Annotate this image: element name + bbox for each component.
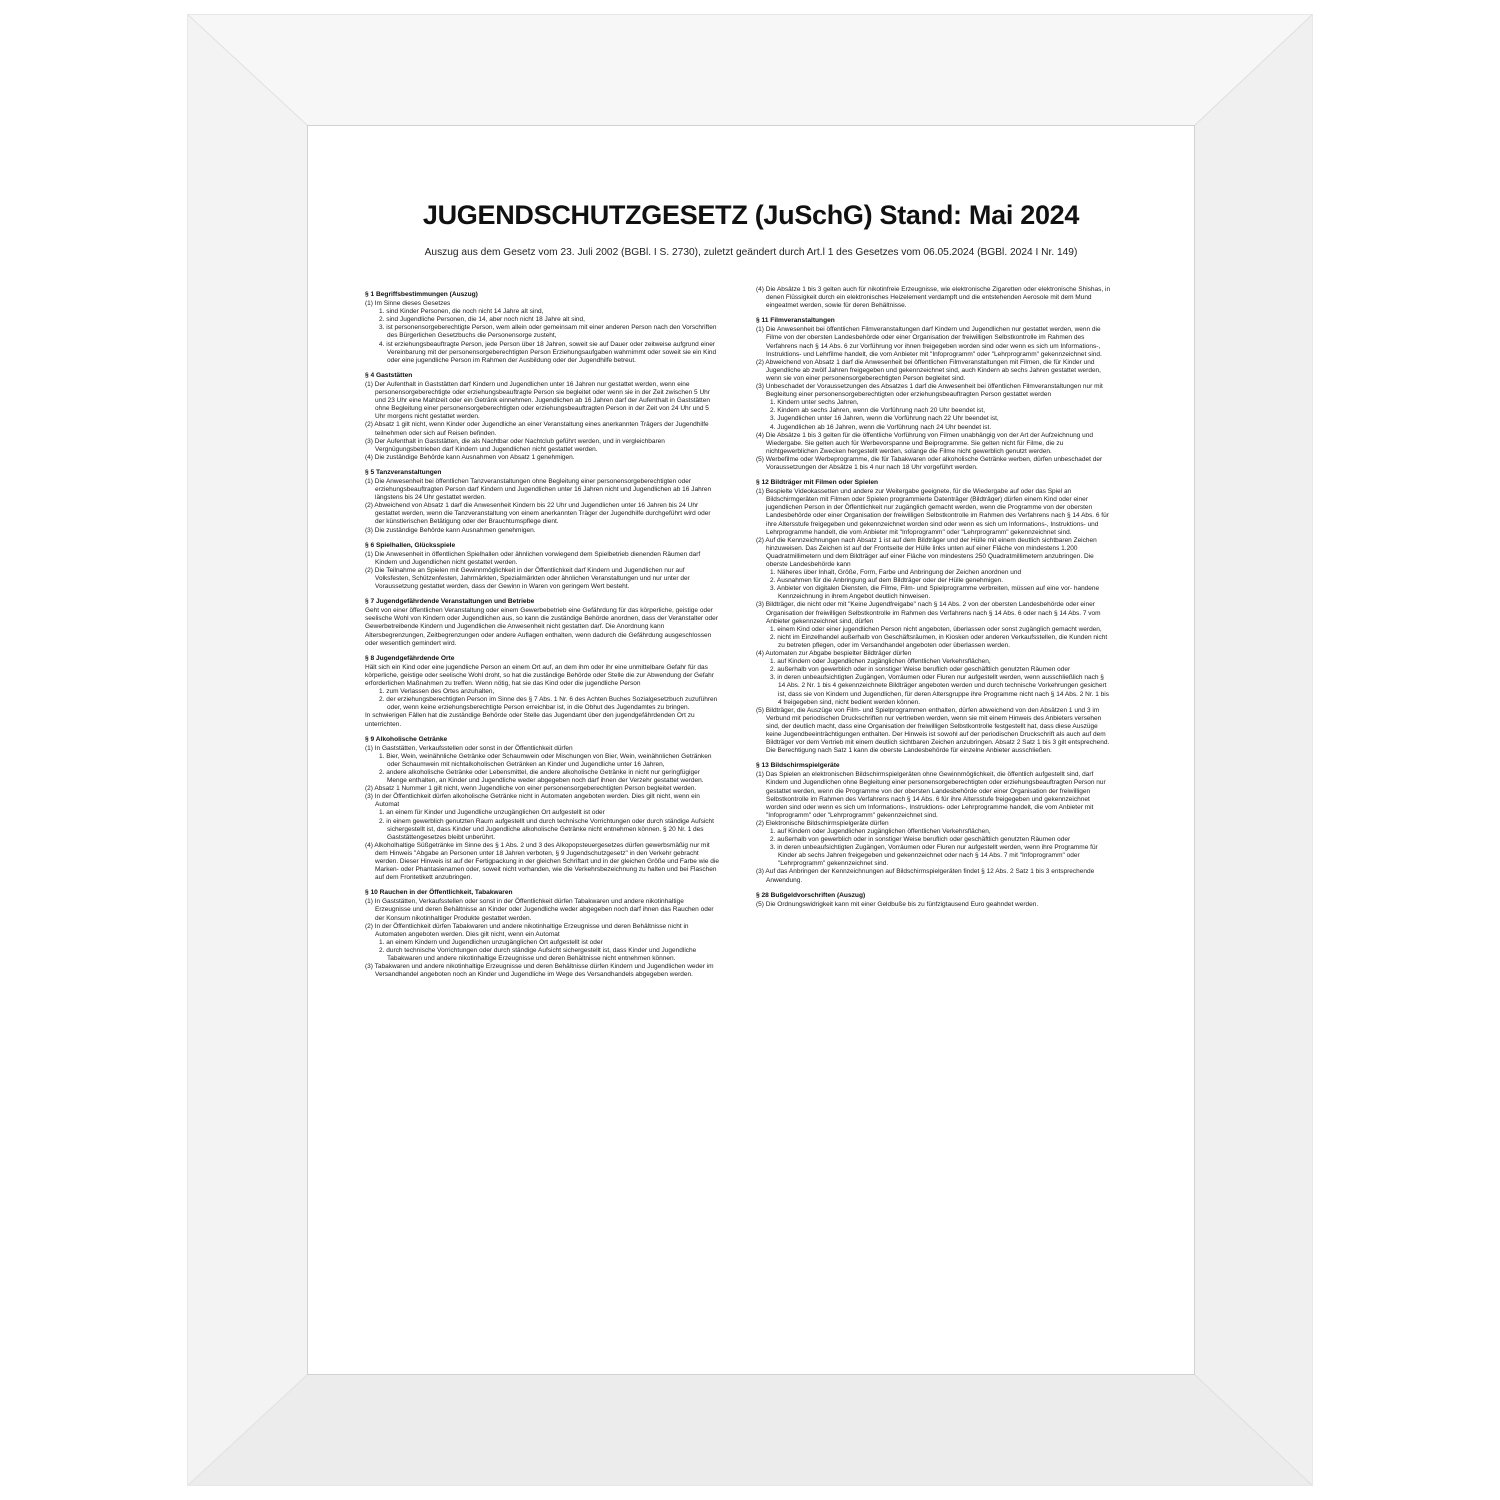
section-heading: § 13 Bildschirmspielgeräte [756, 762, 840, 770]
document-title: JUGENDSCHUTZGESETZ (JuSchG) Stand: Mai 2024 [422, 200, 1080, 230]
section-paragraph: (1) Die Anwesenheit bei öffentlichen Tanzveranstaltungen ohne Begleitung einer personensorgeberechtigten oder erziehungsbeauftragten Person darf Kindern und Jugendlichen unter 16 Jahren nicht und Jugendlichen ab 16 Jahren längstens bis 24 Uhr gestattet werden. [365, 477, 712, 502]
section-paragraph: (3) Der Aufenthalt in Gaststätten, die als Nachtbar oder Nachtclub geführt werden, und in vergleichbaren Vergnügungsbetrieben darf Kindern und Jugendlichen nicht gestattet werden. [365, 437, 665, 453]
section-paragraph: 2. außerhalb von gewerblich oder in sonstiger Weise beruflich oder geschäftlich genutzten Räumen oder [770, 666, 1071, 674]
section-paragraph: (1) Das Spielen an elektronischen Bildschirmspielgeräten ohne Gewinnmöglichkeit, die öffentlich aufgestellt sind, darf Kindern und Jugendlichen ohne Begleitung einer personensorgeberechtigten oder erziehungsbeauftragten Person nur gestattet werden, wenn die Programme von der obersten Landesbehörde oder einer Organisation der freiwilligen Selbstkontrolle im Rahmen des Verfahrens nach § 14 Abs. 6 für ihre Altersstufe freigegeben und gekennzeichnet worden sind oder wenn es sich um Informations-, Instruktions- oder Lehrprogramme handelt, die vom Anbieter mit "Infoprogramm" oder "Lehrprogramm" gekennzeichnet sind. [756, 771, 1106, 819]
section-paragraph: (3) Die zuständige Behörde kann Ausnahmen genehmigen. [365, 526, 536, 534]
section-paragraph: 2. in einem gewerblich genutzten Raum aufgestellt und durch technische Vorrichtungen oder durch ständige Aufsicht sichergestellt ist, dass Kinder und Jugendliche alkoholische Getränke nicht entnehmen können. § 20 Nr. 1 des Gaststättengesetzes bleibt unberührt. [379, 817, 714, 841]
section-heading: § 6 Spielhallen, Glücksspiele [365, 541, 456, 549]
section-paragraph: 1. an einem für Kinder und Jugendliche unzugänglichen Ort aufgestellt ist oder [379, 809, 605, 817]
section-heading: § 11 Filmveranstaltungen [756, 317, 835, 325]
section-paragraph: (1) In Gaststätten, Verkaufsstellen oder sonst in der Öffentlichkeit dürfen Tabakwaren und andere nikotinhaltige Erzeugnisse und deren Behältnisse an Kinder oder Jugendliche weder abgegeben noch darf ihnen das Rauchen oder der Konsum nikotinhaltiger Produkte gestattet werden. [365, 898, 714, 922]
section-paragraph: 3. ist personensorgeberechtigte Person, wem allein oder gemeinsam mit einer anderen Person nach den Vorschriften des Bürgerlichen Gesetzbuchs die Personensorge zusteht, [379, 324, 717, 340]
section-paragraph: 1. Näheres über Inhalt, Größe, Form, Farbe und Anbringung der Zeichen anordnen und [770, 569, 1022, 577]
section-heading: § 1 Begriffsbestimmungen (Auszug) [365, 291, 478, 298]
section-paragraph: (1) In Gaststätten, Verkaufsstellen oder sonst in der Öffentlichkeit dürfen [365, 744, 573, 752]
section-paragraph: (2) Auf die Kennzeichnungen nach Absatz 1 ist auf dem Bildträger und der Hülle mit einem deutlich sichtbaren Zeichen hinzuweisen. Das Zeichen ist auf der Frontseite der Hülle links unten auf einer Fläche von mindestens 1.200 Quadratmillimetern und dem Bildträger auf einer Fläche von mindestens 250 Quadratmillimetern anzubringen. Die oberste Landesbehörde kann [756, 536, 1097, 568]
section-paragraph: (4) Die Absätze 1 bis 3 gelten für die öffentliche Vorführung von Filmen unabhängig von der Art der Aufzeichnung und Wiedergabe. Sie gelten auch für Werbevorspanne und Beiprogramme. Sie gelten nicht für Filme, die zu nichtgewerblichen Zwecken hergestellt werden, solange die Filme nicht gewerblich genutzt werden. [756, 431, 1094, 455]
law-section [365, 736, 720, 883]
section-paragraph: Hält sich ein Kind oder eine jugendliche Person an einem Ort auf, an dem ihm oder ihr eine unmittelbare Gefahr für das körperliche, geistige oder seelische Wohl droht, so hat die zuständige Behörde oder Stelle die zur Abwendung der Gefahr erforderlichen Maßnahmen zu treffen. Wenn nötig, hat sie das Kind oder die jugendliche Person [365, 663, 714, 688]
section-paragraph: (2) Absatz 1 Nummer 1 gilt nicht, wenn Jugendliche von einer personensorgeberechtigten Person begleitet werden. [365, 785, 697, 793]
section-paragraph: (3) In der Öffentlichkeit dürfen alkoholische Getränke nicht in Automaten angeboten werden. Dies gilt nicht, wenn ein Automat [365, 793, 700, 809]
section-paragraph: (4) Automaten zur Abgabe bespielter Bildträger dürfen [756, 650, 912, 658]
law-section [365, 291, 720, 365]
section-paragraph: Geht von einer öffentlichen Veranstaltung oder einem Gewerbebetrieb eine Gefährdung für das körperliche, geistige oder seelische Wohl von Kindern oder Jugendlichen aus, so kann die zuständige Behörde anordnen, dass der Veranstalter oder Gewerbetreibende Kindern und Jugendlichen die Anwesenheit nicht gestatten darf. Die Anordnung kann Altersbegrenzungen, Zeitbegrenzungen oder andere Auflagen enthalten, wenn dadurch die Gefährdung ausgeschlossen oder wesentlich gemindert wird. [365, 607, 718, 647]
section-paragraph: In schwierigen Fällen hat die zuständige Behörde oder Stelle das Jugendamt über den jugendgefährdenden Ort zu unterrichten. [365, 712, 695, 728]
section-paragraph: 1. zum Verlassen des Ortes anzuhalten, [379, 688, 495, 696]
section-paragraph: (5) Die Ordnungswidrigkeit kann mit einer Geldbuße bis zu fünfzigtausend Euro geahndet werden. [756, 900, 1039, 908]
law-section [365, 655, 720, 729]
section-paragraph: (1) Im Sinne dieses Gesetzes [365, 300, 451, 308]
law-section [756, 762, 1111, 884]
law-section [365, 889, 720, 979]
law-section [365, 372, 720, 462]
section-paragraph: 4. ist erziehungsbeauftragte Person, jede Person über 18 Jahren, soweit sie auf Dauer oder zeitweise aufgrund einer Vereinbarung mit der personensorgeberechtigten Person Erziehungsaufgaben wahrnimmt oder soweit sie ein Kind oder eine jugendliche Person im Rahmen der Ausbildung oder der Jugendhilfe betreut. [379, 340, 717, 364]
section-paragraph: (3) Unbeschadet der Voraussetzungen des Absatzes 1 darf die Anwesenheit bei öffentlichen Filmveranstaltungen nur mit Begleitung einer personensorgeberechtigten oder erziehungsbeauftragten Person gestattet werden [756, 383, 1103, 399]
law-section [365, 469, 720, 535]
section-paragraph: 3. Anbieter von digitalen Diensten, die Filme, Film- und Spielprogramme verbreiten, müssen auf eine vor- handene Kennzeichnung in ihrem Angebot deutlich hinweisen. [770, 585, 1100, 601]
section-paragraph: 2. Ausnahmen für die Anbringung auf dem Bildträger oder der Hülle genehmigen. [770, 577, 1004, 585]
section-paragraph: (5) Werbefilme oder Werbeprogramme, die für Tabakwaren oder alkoholische Getränke werben, dürfen unbeschadet der Voraussetzungen der Absätze 1 bis 4 nur nach 18 Uhr vorgeführt werden. [756, 455, 1103, 471]
section-paragraph: 1. auf Kindern oder Jugendlichen zugänglichen öffentlichen Verkehrsflächen, [770, 658, 991, 666]
section-paragraph: (2) Elektronische Bildschirmspielgeräte dürfen [756, 819, 889, 827]
section-paragraph: 1. sind Kinder Personen, die noch nicht 14 Jahre alt sind, [379, 308, 544, 316]
section-paragraph: 2. sind Jugendliche Personen, die 14, aber noch nicht 18 Jahre alt sind, [379, 316, 585, 324]
section-paragraph: (2) Abweichend von Absatz 1 darf die Anwesenheit bei öffentlichen Filmveranstaltungen mit Filmen, die für Kinder und Jugendliche ab zwölf Jahren freigegeben und gekennzeichnet sind, auch Kindern ab sechs Jahren gestattet werden, wenn sie von einer personensorgeberechtigten Person begleitet sind. [756, 358, 1101, 382]
section-heading: § 10 Rauchen in der Öffentlichkeit, Tabakwaren [365, 889, 513, 897]
section-paragraph: 2. andere alkoholische Getränke oder Lebensmittel, die andere alkoholische Getränke in nicht nur geringfügiger Menge enthalten, an Kinder und Jugendliche weder abgegeben noch darf ihnen der Verzehr gestattet werden. [379, 768, 704, 785]
section-paragraph: 2. nicht im Einzelhandel außerhalb von Geschäftsräumen, in Kiosken oder anderen Verkaufsstellen, die Kunden nicht zu betreten pflegen, oder im Versandhandel angeboten oder überlassen werden. [770, 633, 1108, 649]
section-paragraph: 2. Kindern ab sechs Jahren, wenn die Vorführung nach 20 Uhr beendet ist, [770, 407, 986, 415]
section-paragraph: (4) Alkoholhaltige Süßgetränke im Sinne des § 1 Abs. 2 und 3 des Alkopopsteuergesetzes dürfen gewerbsmäßig nur mit dem Hinweis "Abgabe an Personen unter 18 Jahren verboten, § 9 Jugendschutzgesetz" in den Verkehr gebracht werden. Dieser Hinweis ist auf der Fertigpackung in der gleichen Schriftart und in der gleichen Größe und Farbe wie die Marken- oder Phantasienamen oder, soweit nicht vorhanden, wie die Verkehrsbezeichnung zu halten und bei Flaschen auf dem Frontetikett anzubringen. [365, 841, 719, 882]
section-heading: § 5 Tanzveranstaltungen [365, 468, 442, 476]
section-paragraph: (1) Die Anwesenheit in öffentlichen Spielhallen oder ähnlichen vorwiegend dem Spielbetrieb dienenden Räumen darf Kindern und Jugendlichen nicht gestattet werden. [365, 550, 701, 566]
section-paragraph: 3. Jugendlichen unter 16 Jahren, wenn die Vorführung nach 22 Uhr beendet ist, [770, 415, 999, 423]
section-paragraph: 2. der erziehungsberechtigten Person im Sinne des § 7 Abs. 1 Nr. 6 des Achten Buches Sozialgesetzbuch zuzuführen oder, wenn keine erziehungsberechtigte Person erreichbar ist, in die Obhut des Jugendamtes zu bringen. [379, 696, 718, 712]
section-paragraph: (1) Bespielte Videokassetten und andere zur Weitergabe geeignete, für die Wiedergabe auf oder das Spiel an Bildschirmgeräten mit Filmen oder Spielen programmierte Datenträger (Bildträger) dürfen einem Kind oder einer jugendlichen Person in der Öffentlichkeit nur zugänglich gemacht werden, wenn die Programme von der obersten Landesbehörde oder einer Organisation der freiwilligen Selbstkontrolle im Rahmen des Verfahrens nach § 14 Abs. 6 für ihre Altersstufe freigegeben und gekennzeichnet worden sind oder wenn es sich um Informations-, Instruktions- und Lehrprogramme handelt, die vom Anbieter mit "Infoprogramm" oder "Lehrprogramm" gekennzeichnet sind. [756, 488, 1109, 536]
section-paragraph: (3) Bildträger, die nicht oder mit "Keine Jugendfreigabe" nach § 14 Abs. 2 von der obersten Landesbehörde oder einer Organisation der freiwilligen Selbstkontrolle im Rahmen des Verfahrens nach § 14 Abs. 6 oder nach § 14 Abs. 7 vom Anbieter gekennzeichnet sind, dürfen [756, 601, 1101, 625]
section-paragraph: (1) Die Anwesenheit bei öffentlichen Filmveranstaltungen darf Kindern und Jugendlichen nur gestattet werden, wenn die Filme von der obersten Landesbehörde oder einer Organisation der freiwilligen Selbstkontrolle im Rahmen des Verfahrens nach § 14 Abs. 6 zur Vorführung vor ihnen freigegeben worden sind oder wenn es sich um Informations-, Instruktions- und Lehrfilme handelt, die vom Anbieter mit "Infoprogramm" oder "Lehrprogramm" gekennzeichnet sind. [756, 326, 1102, 358]
section-paragraph: (2) Die Teilnahme an Spielen mit Gewinnmöglichkeit in der Öffentlichkeit darf Kindern und Jugendlichen nur auf Volksfesten, Schützenfesten, Jahrmärkten, Spezialmärkten oder ähnlichen Veranstaltungen und nur unter der Voraussetzung gestattet werden, dass der Gewinn in Waren von geringem Wert besteht. [365, 566, 690, 591]
left-text-column [365, 291, 720, 986]
law-section [756, 892, 1111, 909]
section-heading: § 9 Alkoholische Getränke [365, 735, 448, 743]
section-heading: § 12 Bildträger mit Filmen oder Spielen [756, 479, 879, 487]
section-paragraph: (2) Absatz 1 gilt nicht, wenn Kinder oder Jugendliche an einer Veranstaltung eines anerkannten Trägers der Jugendhilfe teilnehmen oder sich auf Reisen befinden. [365, 421, 709, 437]
section-paragraph: (2) Abweichend von Absatz 1 darf die Anwesenheit Kindern bis 22 Uhr und Jugendlichen unter 16 Jahren bis 24 Uhr gestattet werden, wenn die Tanzveranstaltung von einem anerkannten Träger der Jugendhilfe durchgeführt wird oder der künstlerischen Betätigung oder der Brauchtumspflege dient. [365, 502, 711, 526]
document-page [308, 126, 1194, 1374]
law-section [365, 598, 720, 648]
document-subtitle: Auszug aus dem Gesetz vom 23. Juli 2002 (BGBl. I S. 2730), zuletzt geändert durch Art.l 1 des Gesetzes vom 06.05.2024 (BGBl. 2024 I Nr. 149) [424, 246, 1078, 258]
section-paragraph: 2. durch technische Vorrichtungen oder durch ständige Aufsicht sichergestellt ist, dass Kinder und Jugendliche Tabakwaren und andere nikotinhaltige Erzeugnisse und deren Behältnisse nicht entnehmen können. [379, 946, 697, 963]
section-paragraph: (1) Der Aufenthalt in Gaststätten darf Kindern und Jugendlichen unter 16 Jahren nur gestattet werden, wenn eine personensorgeberechtigte oder erziehungsbeauftragte Person sie begleitet oder wenn sie in der Zeit zwischen 5 Uhr und 23 Uhr eine Mahlzeit oder ein Getränk einnehmen. Jugendlichen ab 16 Jahren darf der Aufenthalt in Gaststätten ohne Begleitung einer personensorgeberechtigten oder erziehungsbeauftragten Person in der Zeit von 24 Uhr und 5 Uhr morgens nicht gestattet werden. [365, 380, 710, 421]
section-paragraph: (3) Tabakwaren und andere nikotinhaltige Erzeugnisse und deren Behältnisse dürfen Kindern und Jugendlichen weder im Versandhandel angeboten noch an Kinder und Jugendliche im Wege des Versandhandels abgegeben werden. [365, 963, 714, 979]
section-paragraph: 3. in deren unbeaufsichtigten Zugängen, Vorräumen oder Fluren nur aufgestellt werden, wenn ihre Programme für Kinder ab sechs Jahren freigegeben und gekennzeichnet oder nach § 14 Abs. 7 mit "Infoprogramm" oder "Lehrprogramm" gekennzeichnet sind. [770, 844, 1098, 868]
section-heading: § 28 Bußgeldvorschriften (Auszug) [756, 891, 866, 899]
law-section [756, 286, 1111, 310]
section-heading: § 7 Jugendgefährdende Veranstaltungen und Betriebe [365, 598, 535, 606]
section-paragraph: 3. in deren unbeaufsichtigten Zugängen, Vorräumen oder Fluren nur aufgestellt werden, wenn ausschließlich nach § 14 Abs. 2 Nr. 1 bis 4 gekennzeichnete Bildträger angeboten werden und durch technische Vorkehrungen gesichert ist, dass sie von Kindern und Jugendlichen, für deren Altersgruppe ihre Programme nicht nach § 14 Abs. 2 Nr. 1 bis 4 freigegeben sind, nicht bedient werden können. [770, 674, 1109, 706]
law-section [756, 317, 1111, 472]
section-paragraph: (5) Bildträger, die Auszüge von Film- und Spielprogrammen enthalten, dürfen abweichend von den Absätzen 1 und 3 im Verbund mit periodischen Druckschriften nur vertrieben werden, wenn sie mit einem Hinweis des Anbieters versehen sind, der deutlich macht, dass eine Organisation der freiwilligen Selbstkontrolle festgestellt hat, dass diese Auszüge keine Jugendbeeinträchtigungen enthalten. Der Hinweis ist sowohl auf der periodischen Druckschrift als auch auf dem Bildträger vor dem Vertrieb mit einem deutlich sichtbaren Zeichen anzubringen. Absatz 2 Satz 1 bis 3 gilt entsprechend. Die Berechtigung nach Satz 1 kann die oberste Landesbehörde für einzelne Anbieter ausschließen. [756, 706, 1110, 755]
law-section [365, 542, 720, 592]
section-paragraph: 1. an einem Kindern und Jugendlichen unzugänglichen Ort aufgestellt ist oder [379, 938, 603, 946]
section-paragraph: (4) Die Absätze 1 bis 3 gelten auch für nikotinfreie Erzeugnisse, wie elektronische Zigaretten oder elektronische Shishas, in denen Flüssigkeit durch ein elektronisches Heizelement verdampft und die entstehenden Aerosole mit dem Mund eingeatmet werden, sowie für deren Behältnisse. [756, 286, 1111, 310]
right-text-column [756, 286, 1111, 916]
section-paragraph: 1. einem Kind oder einer jugendlichen Person nicht angeboten, überlassen oder sonst zugänglich gemacht werden, [770, 625, 1102, 633]
section-paragraph: (2) In der Öffentlichkeit dürfen Tabakwaren und andere nikotinhaltige Erzeugnisse und deren Behältnisse nicht in Automaten angeboten werden. Dies gilt nicht, wenn ein Automat [365, 922, 689, 938]
section-paragraph: 1. Kindern unter sechs Jahren, [770, 399, 859, 407]
section-paragraph: 1. auf Kindern oder Jugendlichen zugänglichen öffentlichen Verkehrsflächen, [770, 828, 991, 835]
section-heading: § 4 Gaststätten [365, 371, 413, 379]
law-section [756, 479, 1111, 755]
section-paragraph: 1. Bier, Wein, weinähnliche Getränke oder Schaumwein oder Mischungen von Bier, Wein, weinähnlichen Getränken oder Schaumwein mit nichtalkoholischen Getränken an Kinder und Jugendliche unter 16 Jahren, [379, 752, 712, 768]
section-paragraph: (4) Die zuständige Behörde kann Ausnahmen von Absatz 1 genehmigen. [365, 453, 575, 461]
section-paragraph: (3) Auf das Anbringen der Kennzeichnungen auf Bildschirmspielgeräten findet § 12 Abs. 2 Satz 1 bis 3 entsprechende Anwendung. [756, 868, 1095, 884]
section-paragraph: 2. außerhalb von gewerblich oder in sonstiger Weise beruflich oder geschäftlich genutzten Räumen oder [770, 836, 1071, 844]
section-paragraph: 4. Jugendlichen ab 16 Jahren, wenn die Vorführung nach 24 Uhr beendet ist. [770, 423, 992, 431]
section-heading: § 8 Jugendgefährdende Orte [365, 654, 455, 662]
